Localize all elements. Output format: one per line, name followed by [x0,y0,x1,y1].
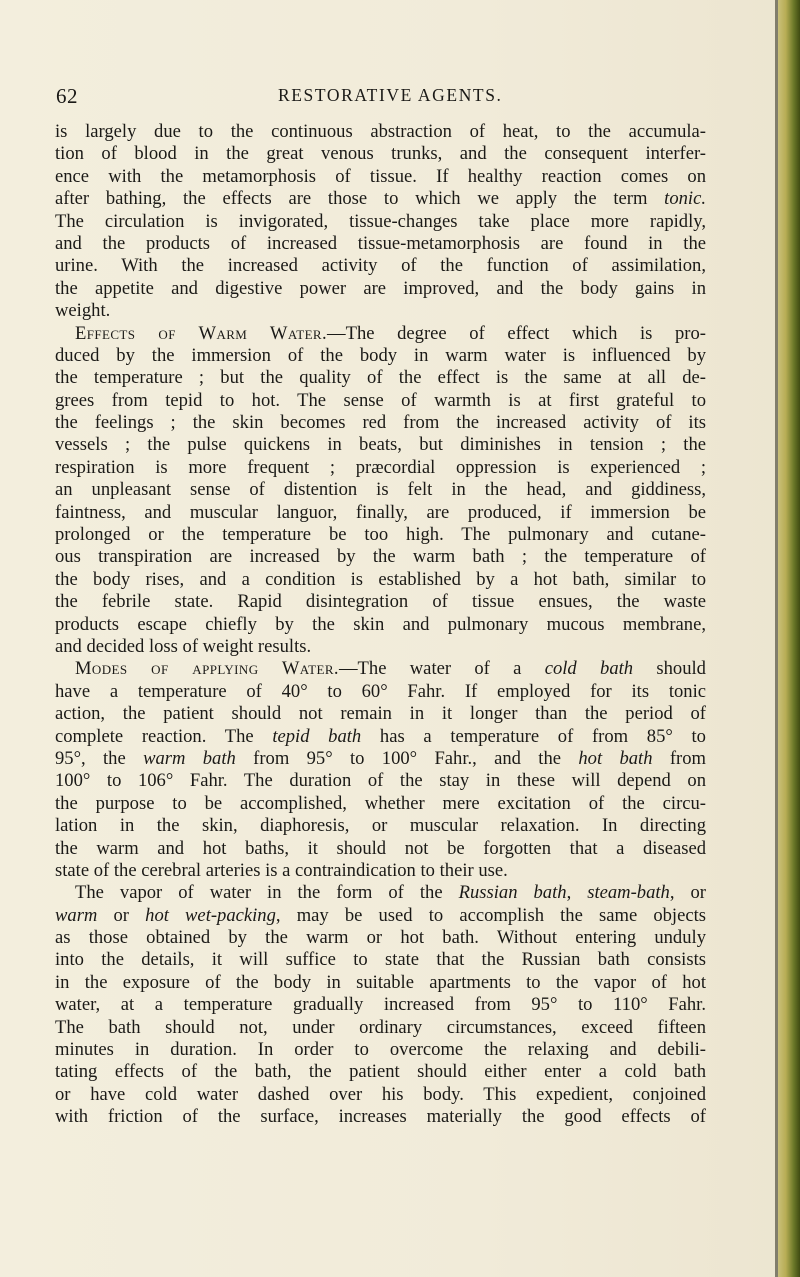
line-text: grees from tepid to hot. The sense of warmth is at first grateful to [55,389,706,411]
text-line [55,233,706,255]
line-text: tion of blood in the great venous trunks, and the consequent interfer- [55,143,706,165]
page-number: 62 [56,84,78,108]
line-text: water, at a temperature gradually increased from 95° to 110° Fahr. [55,994,706,1016]
page-header [56,84,756,110]
italic-term: tonic. [664,188,706,210]
line-text: action, the patient should not remain in it longer than the period of [55,703,706,725]
line-text: respiration is more frequent ; præcordial oppression is experienced ; [55,456,706,478]
line-text: the feelings ; the skin becomes red from the increased activity of its [55,412,706,434]
line-text: 100° to 106° Fahr. The duration of the stay in these will depend on [55,770,706,792]
line-text: should [633,658,706,680]
text-line [55,770,706,792]
text-line [55,927,706,949]
body-text [55,121,706,1129]
line-text: with friction of the surface, increases materially the good effects of [55,1106,706,1128]
text-line [55,502,706,524]
text-line [55,479,706,501]
line-text: vessels ; the pulse quickens in beats, but diminishes in tension ; the [55,434,706,456]
line-text: —The degree of effect which is pro- [327,322,706,344]
line-text: urine. With the increased activity of the function of assimilation, [55,255,706,277]
line-text: from [652,747,706,769]
text-line [55,860,706,882]
line-text: the warm and hot baths, it should not be forgotten that a diseased [55,837,706,859]
italic-term: Russian bath [458,882,567,904]
text-line [55,569,706,591]
line-text: 95°, the [55,747,144,769]
text-line [55,323,706,345]
line-text: prolonged or the temperature be too high. The pulmonary and cutane- [55,524,706,546]
line-text: The vapor of water in the form of the [75,882,459,904]
line-text: , or [669,882,706,904]
italic-term: hot wet-packing [145,904,276,926]
section-heading: Effects of Warm Water. [75,322,328,344]
line-text: the body rises, and a condition is established by a hot bath, similar to [55,568,706,590]
line-text: tating effects of the bath, the patient should either enter a cold bath [55,1061,706,1083]
text-line [55,434,706,456]
text-line [55,278,706,300]
line-text: the appetite and digestive power are improved, and the body gains in [55,277,706,299]
line-text: complete reaction. The [55,725,273,747]
section-heading: Modes of applying Water. [75,658,339,680]
line-text: the temperature ; but the quality of the effect is the same at all de- [55,367,706,389]
line-text: state of the cerebral arteries is a contraindication to their use. [55,859,508,881]
italic-term: warm [55,904,98,926]
text-line [55,367,706,389]
line-text: The circulation is invigorated, tissue-changes take place more rapidly, [55,210,706,232]
text-line [55,166,706,188]
text-line [55,681,706,703]
line-text: from 95° to 100° Fahr., and the [235,747,579,769]
text-line [55,188,706,210]
text-line [55,390,706,412]
line-text: into the details, it will suffice to state that the Russian bath consists [55,949,706,971]
line-text: ous transpiration are increased by the warm bath ; the temperature of [55,546,706,568]
text-line [55,658,706,680]
line-text: an unpleasant sense of distention is felt in the head, and giddiness, [55,479,706,501]
text-line [55,345,706,367]
text-line [55,703,706,725]
line-text: is largely due to the continuous abstraction of heat, to the accumula- [55,121,706,142]
italic-term: tepid bath [272,725,362,747]
text-line [55,457,706,479]
text-line [55,412,706,434]
text-line [55,726,706,748]
text-line [55,524,706,546]
line-text: the febrile state. Rapid disintegration of tissue ensues, the waste [55,591,706,613]
line-text: the purpose to be accomplished, whether mere excitation of the circu- [55,792,706,814]
text-line [55,255,706,277]
text-line [55,591,706,613]
line-text: products escape chiefly by the skin and pulmonary mucous membrane, [55,613,706,635]
text-line [55,1039,706,1061]
text-line [55,546,706,568]
italic-term: warm bath [143,747,236,769]
italic-term: cold bath [544,658,634,680]
running-head: RESTORATIVE AGENTS. [278,85,503,105]
line-text: and decided loss of weight results. [55,635,312,657]
line-text: have a temperature of 40° to 60° Fahr. If employed for its tonic [55,680,706,702]
line-text: lation in the skin, diaphoresis, or muscular relaxation. In directing [55,815,706,837]
line-text: as those obtained by the warm or hot bath. Without entering unduly [55,927,706,949]
text-line [55,1084,706,1106]
text-line [55,793,706,815]
text-line [55,905,706,927]
line-text: duced by the immersion of the body in warm water is influenced by [55,344,706,366]
text-line [55,972,706,994]
text-line [55,300,706,322]
line-text: weight. [55,300,111,322]
line-text: faintness, and muscular languor, finally, are produced, if immersion be [55,501,706,523]
text-line [55,211,706,233]
italic-term: hot bath [578,747,653,769]
line-text: ence with the metamorphosis of tissue. If healthy reaction comes on [55,165,706,187]
text-line [55,815,706,837]
text-line [55,882,706,904]
line-text: has a temperature of from 85° to [361,725,706,747]
book-binding-edge [778,0,800,1277]
text-line [55,121,706,143]
text-line [55,949,706,971]
line-text: , [566,882,588,904]
line-text: minutes in duration. In order to overcome the relaxing and debili- [55,1039,706,1061]
text-line [55,994,706,1016]
text-line [55,748,706,770]
line-text: , may be used to accomplish the same objects [275,904,706,926]
line-text: in the exposure of the body in suitable apartments to the vapor of hot [55,971,706,993]
text-line [55,614,706,636]
line-text: The bath should not, under ordinary circumstances, exceed fifteen [55,1016,706,1038]
text-line [55,636,706,658]
text-line [55,1017,706,1039]
text-line [55,838,706,860]
text-line [55,143,706,165]
line-text: or have cold water dashed over his body. This expedient, conjoined [55,1083,706,1105]
text-line [55,1061,706,1083]
italic-term: steam-bath [587,882,670,904]
text-line [55,1106,706,1128]
line-text: —The water of a [338,658,545,680]
line-text: and the products of increased tissue-metamorphosis are found in the [55,232,706,254]
line-text: or [97,904,146,926]
line-text: after bathing, the effects are those to which we apply the term [55,188,665,210]
